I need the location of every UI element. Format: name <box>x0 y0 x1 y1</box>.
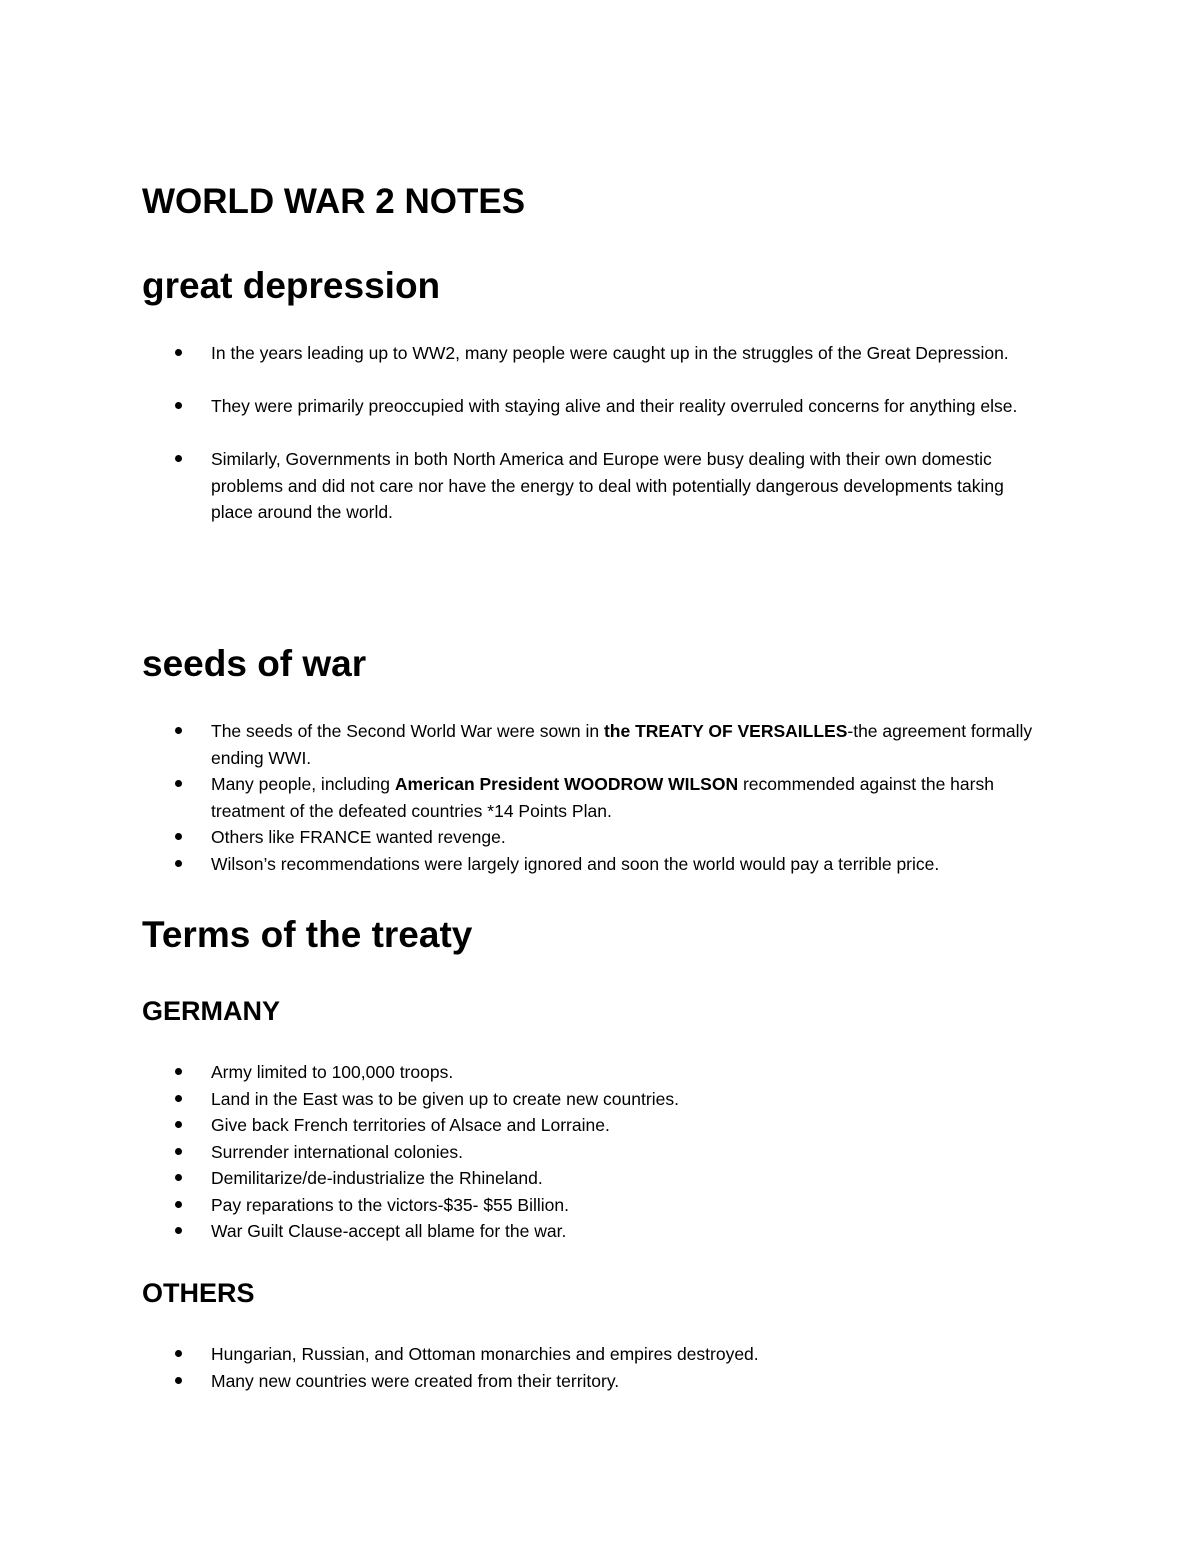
list-item <box>0 718 1041 771</box>
list-item <box>0 771 1041 824</box>
bullet-icon <box>175 1148 182 1155</box>
bullet-icon <box>175 1350 182 1357</box>
bullet-icon <box>175 1201 182 1208</box>
list-item-text: Give back French territories of Alsace and Lorraine. <box>211 1115 610 1135</box>
list-item-text: Many new countries were created from their territory. <box>211 1370 620 1391</box>
page-title: WORLD WAR 2 NOTES <box>142 182 526 221</box>
list-item-text: They were primarily preoccupied with staying alive and their reality overruled concerns for anything else. <box>211 396 1018 416</box>
bullet-icon <box>175 860 182 867</box>
list-item <box>0 851 1041 878</box>
bullet-icon <box>175 727 182 734</box>
list-item-text: War Guilt Clause-accept all blame for the war. <box>211 1221 567 1241</box>
bullet-icon <box>175 402 182 409</box>
list-item-text: Wilson’s recommendations were largely ignored and soon the world would pay a terrible price. <box>211 853 940 874</box>
list-item-text: In the years leading up to WW2, many people were caught up in the struggles of the Great Depression. <box>211 343 1009 363</box>
list-item <box>0 1086 1041 1113</box>
heading-terms-of-the-treaty: Terms of the treaty <box>142 914 473 955</box>
list-item-text: Land in the East was to be given up to create new countries. <box>211 1088 679 1109</box>
list-others <box>0 1341 1200 1394</box>
list-item <box>0 1059 1041 1086</box>
heading-others: OTHERS <box>142 1278 255 1308</box>
list-item <box>0 1192 1041 1219</box>
list-item-text: Demilitarize/de-industrialize the Rhineland. <box>211 1168 543 1188</box>
list-item-text: Many people, including American President WOODROW WILSON recommended against the harsh treatment of the defeated countries *14 Points Plan. <box>211 774 994 821</box>
bullet-icon <box>175 1095 182 1102</box>
list-item <box>0 1139 1041 1166</box>
list-item <box>0 1165 1041 1192</box>
bullet-icon <box>175 1227 182 1234</box>
bullet-icon <box>175 349 182 356</box>
bullet-icon <box>175 833 182 840</box>
bullet-icon <box>175 1068 182 1075</box>
bullet-icon <box>175 455 182 462</box>
list-germany <box>0 1059 1200 1245</box>
heading-great-depression: great depression <box>142 265 441 306</box>
list-item-text: Others like FRANCE wanted revenge. <box>211 827 506 847</box>
list-item-text: The seeds of the Second World War were sown in the TREATY OF VERSAILLES-the agreement formally ending WWI. <box>211 721 1033 768</box>
bullet-icon <box>175 1377 182 1384</box>
list-seeds-of-war <box>0 718 1200 877</box>
list-item <box>0 1112 1041 1139</box>
list-item-text: Army limited to 100,000 troops. <box>211 1062 454 1082</box>
bold-text: the TREATY OF VERSAILLES <box>603 721 848 741</box>
bold-text: American President WOODROW WILSON <box>394 774 739 794</box>
list-item-text: Pay reparations to the victors-$35- $55 Billion. <box>211 1194 569 1215</box>
list-item <box>0 1218 1041 1245</box>
heading-germany: GERMANY <box>142 996 281 1026</box>
list-item <box>0 1368 1041 1395</box>
list-item <box>0 824 1041 851</box>
list-item <box>0 1341 1041 1368</box>
list-item <box>0 446 1041 526</box>
bullet-icon <box>175 1121 182 1128</box>
list-item <box>0 340 1041 367</box>
list-item <box>0 393 1041 420</box>
list-item-text: Surrender international colonies. <box>211 1141 463 1162</box>
bullet-icon <box>175 1174 182 1181</box>
bullet-icon <box>175 780 182 787</box>
heading-seeds-of-war: seeds of war <box>142 643 367 684</box>
list-item-text: Hungarian, Russian, and Ottoman monarchies and empires destroyed. <box>211 1344 759 1364</box>
list-great-depression <box>0 340 1200 552</box>
list-item-text: Similarly, Governments in both North America and Europe were busy dealing with their own domestic problems and did not care nor have the energy to deal with potentially dangerous developments taking place around the world. <box>211 449 1004 522</box>
